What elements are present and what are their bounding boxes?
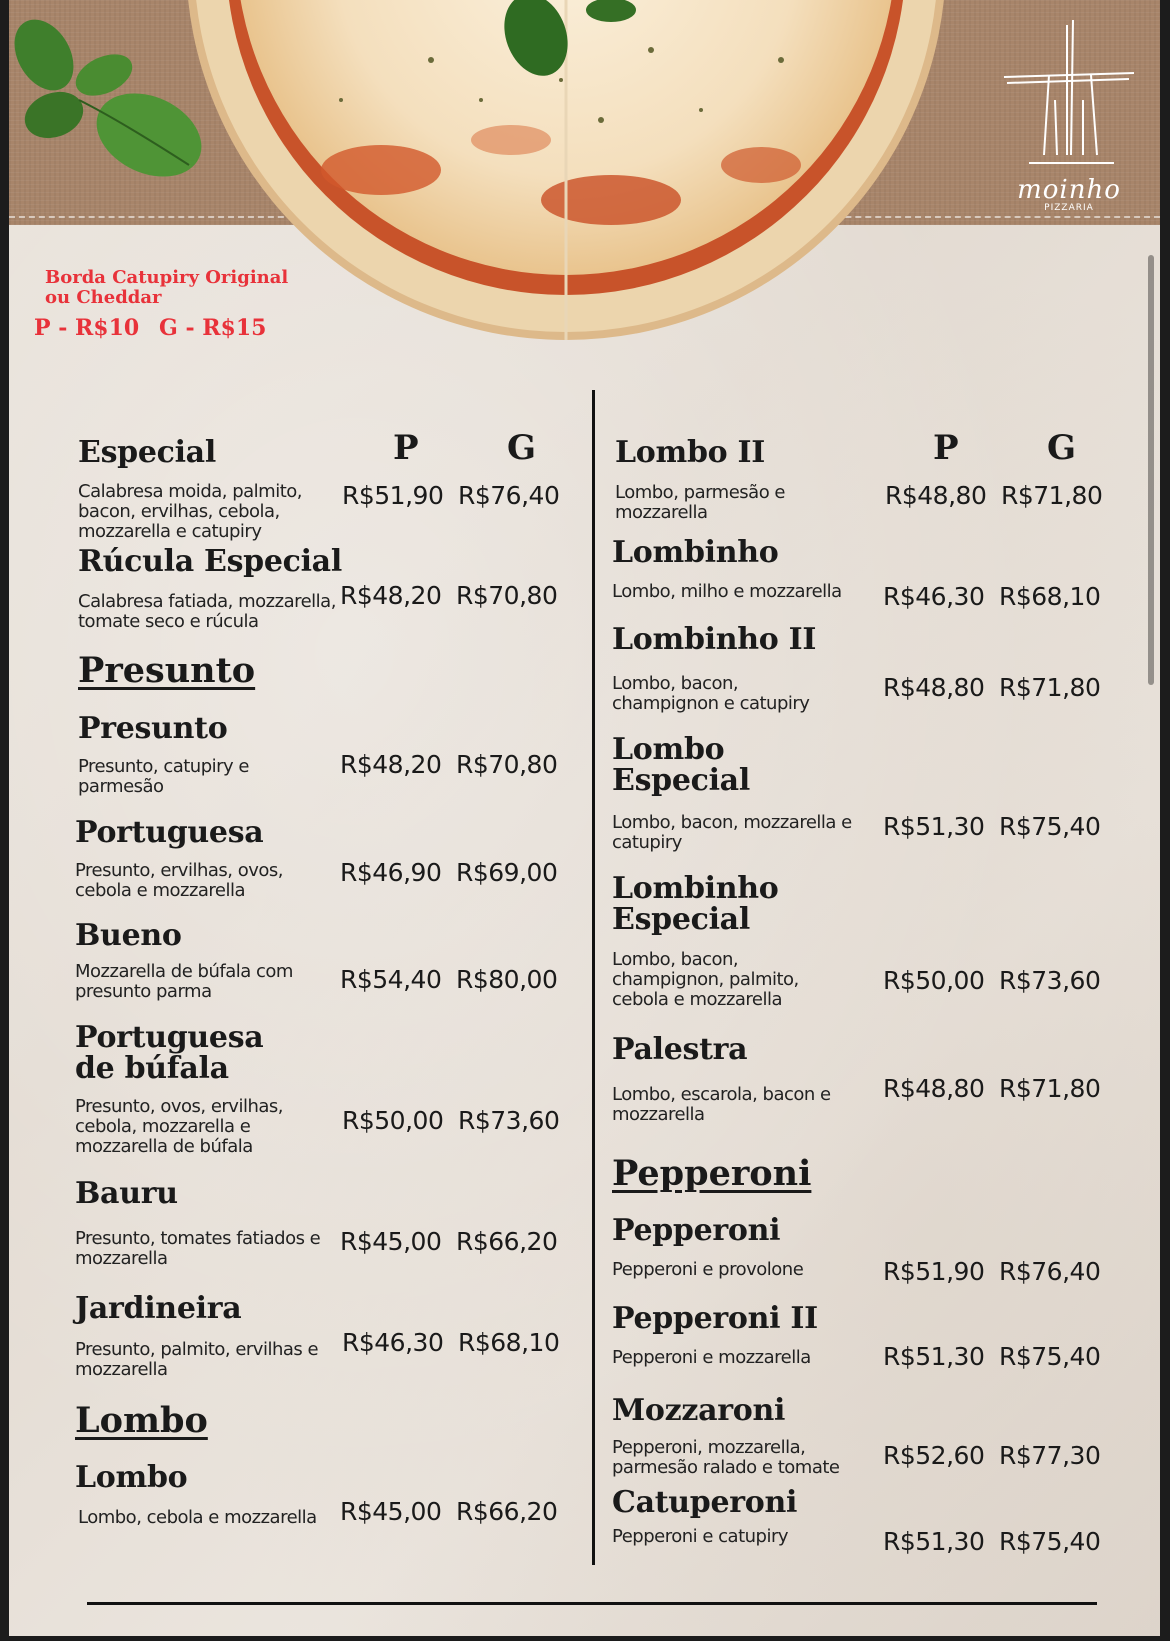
item-name: Especial — [612, 902, 750, 937]
crust-note-title: Borda Catupiry Original ou Cheddar — [45, 267, 289, 308]
price-p: R$48,20 — [340, 581, 442, 610]
item-desc: Presunto, ovos, ervilhas, cebola, mozzarella e mozzarella de búfala — [75, 1096, 283, 1157]
price-p: R$52,60 — [883, 1441, 985, 1470]
price-g: R$76,40 — [458, 481, 560, 510]
item-desc: Lombo, milho e mozzarella — [612, 581, 842, 602]
item-desc: Lombo, bacon, champignon, palmito, cebola e mozzarella — [612, 949, 799, 1010]
item-desc: Lombo, escarola, bacon e mozzarella — [612, 1084, 831, 1125]
price-g: R$66,20 — [456, 1497, 558, 1526]
item-desc: Presunto, palmito, ervilhas e mozzarella — [75, 1339, 319, 1380]
price-g: R$68,10 — [458, 1328, 560, 1357]
item-name: Catuperoni — [612, 1485, 798, 1520]
item-desc: Presunto, ervilhas, ovos, cebola e mozzarella — [75, 860, 283, 901]
item-name: Portuguesa — [75, 1020, 264, 1055]
bottom-rule — [87, 1602, 1097, 1605]
item-name: Jardineira — [75, 1291, 242, 1326]
item-desc: Presunto, tomates fatiados e mozzarella — [75, 1228, 321, 1269]
scrollbar-thumb[interactable] — [1148, 255, 1154, 685]
price-p: R$48,80 — [885, 481, 987, 510]
price-p: R$48,80 — [883, 673, 985, 702]
price-g: R$70,80 — [456, 750, 558, 779]
item-name: Especial — [78, 435, 216, 470]
price-g: R$70,80 — [456, 581, 558, 610]
item-name: Lombinho — [612, 871, 779, 906]
section-pepperoni: Pepperoni — [612, 1153, 812, 1194]
item-name: Bauru — [75, 1176, 178, 1211]
item-name: Lombo II — [615, 435, 765, 470]
price-g: R$76,40 — [999, 1257, 1101, 1286]
column-divider — [592, 390, 595, 1565]
price-g: R$69,00 — [456, 858, 558, 887]
size-p-header: P — [393, 428, 419, 468]
item-name: Portuguesa — [75, 815, 264, 850]
scrollbar[interactable] — [1148, 255, 1154, 685]
item-desc: Pepperoni e catupiry — [612, 1526, 789, 1547]
price-p: R$48,20 — [340, 750, 442, 779]
item-name: Rúcula Especial — [78, 544, 342, 579]
item-name: Presunto — [78, 711, 228, 746]
size-g-header: G — [507, 428, 537, 468]
item-desc: Lombo, parmesão e mozzarella — [615, 482, 786, 523]
item-name: Mozzaroni — [612, 1393, 786, 1428]
item-name: Lombo — [612, 732, 725, 767]
item-name: de búfala — [75, 1051, 229, 1086]
size-p-header: P — [933, 428, 959, 468]
basil-leaves-icon — [9, 0, 209, 190]
price-p: R$51,30 — [883, 812, 985, 841]
crust-price-small: P - R$10 — [34, 315, 140, 341]
item-name: Lombinho — [612, 535, 779, 570]
price-p: R$51,90 — [342, 481, 444, 510]
menu-sheet — [9, 0, 1160, 1636]
item-name: Palestra — [612, 1032, 748, 1067]
price-g: R$66,20 — [456, 1227, 558, 1256]
price-g: R$71,80 — [999, 673, 1101, 702]
price-g: R$68,10 — [999, 582, 1101, 611]
item-name: Pepperoni — [612, 1213, 781, 1248]
brand-name: moinho — [1017, 175, 1121, 205]
price-g: R$73,60 — [458, 1106, 560, 1135]
price-p: R$45,00 — [340, 1227, 442, 1256]
item-desc: Pepperoni e mozzarella — [612, 1347, 811, 1368]
price-g: R$77,30 — [999, 1441, 1101, 1470]
price-p: R$51,30 — [883, 1527, 985, 1556]
item-desc: Mozzarella de búfala com presunto parma — [75, 961, 293, 1002]
item-desc: Calabresa moida, palmito, bacon, ervilhas, cebola, mozzarella e catupiry — [78, 481, 302, 542]
windmill-icon — [999, 15, 1139, 175]
price-p: R$46,30 — [883, 582, 985, 611]
item-desc: Calabresa fatiada, mozzarella, tomate seco e rúcula — [78, 591, 336, 632]
price-g: R$75,40 — [999, 1342, 1101, 1371]
section-presunto: Presunto — [78, 650, 256, 691]
price-p: R$46,90 — [340, 858, 442, 887]
price-p: R$51,30 — [883, 1342, 985, 1371]
item-name: Lombinho II — [612, 622, 817, 657]
moinho-logo — [999, 15, 1139, 213]
price-p: R$46,30 — [342, 1328, 444, 1357]
item-name: Especial — [612, 763, 750, 798]
price-g: R$71,80 — [1001, 481, 1103, 510]
item-desc: Pepperoni e provolone — [612, 1259, 804, 1280]
price-g: R$75,40 — [999, 1527, 1101, 1556]
crust-price-large: G - R$15 — [159, 315, 267, 341]
price-g: R$73,60 — [999, 966, 1101, 995]
price-g: R$80,00 — [456, 965, 558, 994]
price-p: R$50,00 — [342, 1106, 444, 1135]
price-g: R$71,80 — [999, 1074, 1101, 1103]
price-p: R$54,40 — [340, 965, 442, 994]
item-desc: Lombo, bacon, mozzarella e catupiry — [612, 812, 852, 853]
brand-subtitle: PIZZARIA — [1044, 203, 1094, 213]
price-p: R$45,00 — [340, 1497, 442, 1526]
size-g-header: G — [1047, 428, 1077, 468]
price-p: R$50,00 — [883, 966, 985, 995]
item-name: Bueno — [75, 918, 182, 953]
item-name: Lombo — [75, 1460, 188, 1495]
section-lombo: Lombo — [75, 1400, 208, 1441]
item-desc: Lombo, cebola e mozzarella — [78, 1507, 317, 1528]
price-p: R$51,90 — [883, 1257, 985, 1286]
item-name: Pepperoni II — [612, 1301, 818, 1336]
item-desc: Presunto, catupiry e parmesão — [78, 756, 249, 797]
price-g: R$75,40 — [999, 812, 1101, 841]
price-p: R$48,80 — [883, 1074, 985, 1103]
item-desc: Lombo, bacon, champignon e catupiry — [612, 673, 810, 714]
item-desc: Pepperoni, mozzarella, parmesão ralado e tomate — [612, 1437, 840, 1478]
